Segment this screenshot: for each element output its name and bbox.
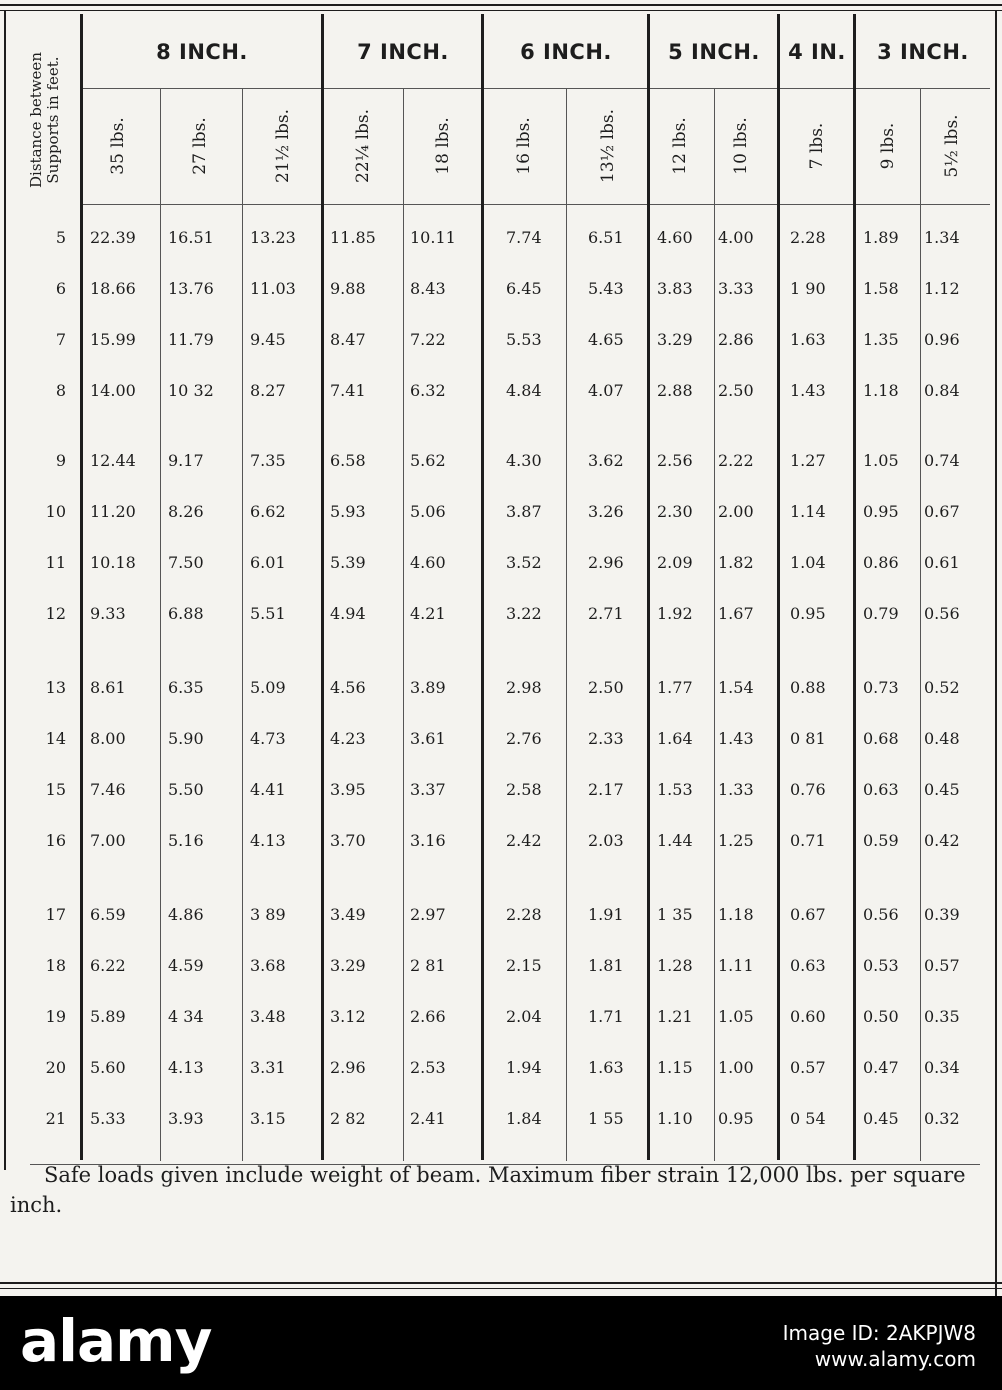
load-cell: 0.60 <box>790 1007 826 1026</box>
load-cell: 11.85 <box>330 228 376 247</box>
load-cell: 5.53 <box>506 330 542 349</box>
right-border <box>995 10 997 1296</box>
load-cell: 4.65 <box>588 330 624 349</box>
load-cell: 3.31 <box>250 1058 286 1077</box>
load-cell: 6.35 <box>168 678 204 697</box>
load-cell: 1.64 <box>657 729 693 748</box>
load-cell: 1.28 <box>657 956 693 975</box>
load-cell: 9.88 <box>330 279 366 298</box>
load-cell: 11.79 <box>168 330 214 349</box>
load-cell: 16.51 <box>168 228 214 247</box>
distance-cell: 5 <box>55 228 66 247</box>
load-cell: 0.95 <box>718 1109 754 1128</box>
distance-cell: 20 <box>45 1058 66 1077</box>
load-cell: 7.50 <box>168 553 204 572</box>
weight-label-7lbs: 7 lbs. <box>807 122 827 170</box>
load-cell: 18.66 <box>90 279 136 298</box>
load-cell: 8.43 <box>410 279 446 298</box>
load-cell: 0.47 <box>863 1058 899 1077</box>
load-cell: 1 90 <box>790 279 826 298</box>
load-cell: 0.84 <box>924 381 960 400</box>
distance-cell: 14 <box>45 729 66 748</box>
load-cell: 5.90 <box>168 729 204 748</box>
load-cell: 0.59 <box>863 831 899 850</box>
weight-label-22-quarter-lbs: 22¼ lbs. <box>353 109 373 183</box>
load-cell: 22.39 <box>90 228 136 247</box>
load-cell: 6.51 <box>588 228 624 247</box>
load-cell: 5.09 <box>250 678 286 697</box>
load-cell: 7.41 <box>330 381 366 400</box>
load-cell: 1.81 <box>588 956 624 975</box>
load-cell: 1.18 <box>718 905 754 924</box>
load-cell: 7.35 <box>250 451 286 470</box>
load-cell: 2.56 <box>657 451 693 470</box>
load-cell: 2.04 <box>506 1007 542 1026</box>
load-cell: 3.52 <box>506 553 542 572</box>
load-cell: 0.68 <box>863 729 899 748</box>
load-cell: 1.05 <box>863 451 899 470</box>
load-cell: 8.61 <box>90 678 126 697</box>
load-cell: 0.67 <box>790 905 826 924</box>
load-cell: 2.42 <box>506 831 542 850</box>
separator-6-5 <box>647 14 650 1160</box>
weight-label-27lbs: 27 lbs. <box>190 117 210 175</box>
load-cell: 9.33 <box>90 604 126 623</box>
load-cell: 2.22 <box>718 451 754 470</box>
load-cell: 0.45 <box>924 780 960 799</box>
load-cell: 10.18 <box>90 553 136 572</box>
distance-column-header <box>28 52 62 188</box>
load-cell: 0.74 <box>924 451 960 470</box>
load-cell: 0.88 <box>790 678 826 697</box>
distance-cell: 18 <box>45 956 66 975</box>
load-cell: 2.33 <box>588 729 624 748</box>
load-cell: 10.11 <box>410 228 456 247</box>
bottom-rule <box>0 1282 1002 1284</box>
load-cell: 1.27 <box>790 451 826 470</box>
load-cell: 2.98 <box>506 678 542 697</box>
load-cell: 8.47 <box>330 330 366 349</box>
load-cell: 5.39 <box>330 553 366 572</box>
load-cell: 4.00 <box>718 228 754 247</box>
load-cell: 4.30 <box>506 451 542 470</box>
load-cell: 2.97 <box>410 905 446 924</box>
load-cell: 8.00 <box>90 729 126 748</box>
load-cell: 0.57 <box>790 1058 826 1077</box>
top-rule-second <box>0 10 1002 11</box>
load-cell: 6.45 <box>506 279 542 298</box>
load-cell: 1.71 <box>588 1007 624 1026</box>
group-header-6-inch: 6 INCH. <box>520 40 612 64</box>
load-cell: 7.74 <box>506 228 542 247</box>
footnote: Safe loads given include weight of beam. Maximum fiber strain 12,000 lbs. per square inch. <box>10 1163 966 1217</box>
load-cell: 6.59 <box>90 905 126 924</box>
load-cell: 0.57 <box>924 956 960 975</box>
load-cell: 5.51 <box>250 604 286 623</box>
load-cell: 3.37 <box>410 780 446 799</box>
subcol-line <box>920 89 921 1161</box>
load-cell: 2.86 <box>718 330 754 349</box>
weight-label-10lbs: 10 lbs. <box>731 117 751 175</box>
load-cell: 1.84 <box>506 1109 542 1128</box>
load-cell: 0.39 <box>924 905 960 924</box>
load-cell: 1.67 <box>718 604 754 623</box>
load-cell: 0.50 <box>863 1007 899 1026</box>
load-cell: 1.00 <box>718 1058 754 1077</box>
load-cell: 0.34 <box>924 1058 960 1077</box>
subcol-line <box>566 89 567 1161</box>
load-cell: 0.56 <box>863 905 899 924</box>
load-cell: 5.50 <box>168 780 204 799</box>
load-cell: 2.76 <box>506 729 542 748</box>
top-rule <box>0 4 1002 6</box>
load-cell: 12.44 <box>90 451 136 470</box>
load-cell: 3.33 <box>718 279 754 298</box>
load-cell: 4.94 <box>330 604 366 623</box>
distance-cell: 13 <box>45 678 66 697</box>
load-cell: 0.73 <box>863 678 899 697</box>
load-cell: 0.45 <box>863 1109 899 1128</box>
load-cell: 6.58 <box>330 451 366 470</box>
distance-cell: 19 <box>45 1007 66 1026</box>
load-cell: 2.66 <box>410 1007 446 1026</box>
load-cell: 11.20 <box>90 502 136 521</box>
load-cell: 5.33 <box>90 1109 126 1128</box>
distance-cell: 8 <box>55 381 66 400</box>
weight-label-13-half-lbs: 13½ lbs. <box>598 109 618 183</box>
load-cell: 2.41 <box>410 1109 446 1128</box>
load-cell: 2.09 <box>657 553 693 572</box>
weight-label-35lbs: 35 lbs. <box>108 117 128 175</box>
load-cell: 4.60 <box>657 228 693 247</box>
load-cell: 3 89 <box>250 905 286 924</box>
load-cell: 1.10 <box>657 1109 693 1128</box>
load-cell: 4.13 <box>168 1058 204 1077</box>
load-cell: 14.00 <box>90 381 136 400</box>
alamy-logo: alamy <box>20 1307 212 1375</box>
subcol-line <box>242 89 243 1161</box>
load-cell: 3.68 <box>250 956 286 975</box>
distance-cell: 16 <box>45 831 66 850</box>
separator-distance <box>80 14 83 1160</box>
load-cell: 6.88 <box>168 604 204 623</box>
load-cell: 0.52 <box>924 678 960 697</box>
load-cell: 0 81 <box>790 729 826 748</box>
load-cell: 1.35 <box>863 330 899 349</box>
load-cell: 9.17 <box>168 451 204 470</box>
load-cell: 6.01 <box>250 553 286 572</box>
load-cell: 2.03 <box>588 831 624 850</box>
weight-label-5-half-lbs: 5½ lbs. <box>942 114 962 178</box>
load-cell: 4.60 <box>410 553 446 572</box>
load-cell: 6.22 <box>90 956 126 975</box>
load-cell: 0.71 <box>790 831 826 850</box>
load-cell: 5.93 <box>330 502 366 521</box>
load-cell: 1 35 <box>657 905 693 924</box>
load-cell: 0.42 <box>924 831 960 850</box>
load-cell: 3.83 <box>657 279 693 298</box>
load-cell: 2.50 <box>718 381 754 400</box>
distance-cell: 10 <box>45 502 66 521</box>
bottom-rule-second <box>0 1288 1002 1289</box>
load-cell: 1.63 <box>790 330 826 349</box>
load-cell: 3.61 <box>410 729 446 748</box>
load-cell: 7.00 <box>90 831 126 850</box>
load-cell: 0.86 <box>863 553 899 572</box>
load-cell: 1 55 <box>588 1109 624 1128</box>
load-cell: 4.41 <box>250 780 286 799</box>
distance-cell: 15 <box>45 780 66 799</box>
load-cell: 5.06 <box>410 502 446 521</box>
load-cell: 0.79 <box>863 604 899 623</box>
distance-header-line2: Supports in feet. <box>44 56 62 184</box>
load-cell: 3.12 <box>330 1007 366 1026</box>
load-cell: 3.93 <box>168 1109 204 1128</box>
load-cell: 0.63 <box>790 956 826 975</box>
load-cell: 1.91 <box>588 905 624 924</box>
load-cell: 4 34 <box>168 1007 204 1026</box>
load-cell: 3.26 <box>588 502 624 521</box>
load-cell: 0 54 <box>790 1109 826 1128</box>
load-cell: 3.15 <box>250 1109 286 1128</box>
load-cell: 6.32 <box>410 381 446 400</box>
load-cell: 0.95 <box>863 502 899 521</box>
load-cell: 2 81 <box>410 956 446 975</box>
load-cell: 0.96 <box>924 330 960 349</box>
distance-cell: 21 <box>45 1109 66 1128</box>
load-cell: 1.05 <box>718 1007 754 1026</box>
load-cell: 5.60 <box>90 1058 126 1077</box>
weight-label-16lbs: 16 lbs. <box>514 117 534 175</box>
subcol-line <box>403 89 404 1161</box>
weight-label-21-half-lbs: 21½ lbs. <box>273 109 293 183</box>
distance-cell: 12 <box>45 604 66 623</box>
load-cell: 4.21 <box>410 604 446 623</box>
distance-cell: 6 <box>55 279 66 298</box>
load-cell: 0.48 <box>924 729 960 748</box>
load-cell: 3.48 <box>250 1007 286 1026</box>
distance-header-line1: Distance between <box>27 52 45 188</box>
load-cell: 3.70 <box>330 831 366 850</box>
weight-label-9lbs: 9 lbs. <box>878 122 898 170</box>
load-cell: 1.43 <box>718 729 754 748</box>
separator-8-7 <box>321 14 324 1160</box>
distance-cell: 17 <box>45 905 66 924</box>
watermark-info <box>783 1320 976 1372</box>
image-id-text: Image ID: 2AKPJW8 <box>782 1321 976 1345</box>
load-cell: 13.23 <box>250 228 296 247</box>
load-cell: 2.15 <box>506 956 542 975</box>
load-cell: 6.62 <box>250 502 286 521</box>
separator-7-6 <box>481 14 484 1160</box>
separator-4-3 <box>853 14 856 1160</box>
load-cell: 2.50 <box>588 678 624 697</box>
load-cell: 7.46 <box>90 780 126 799</box>
load-cell: 1.21 <box>657 1007 693 1026</box>
load-cell: 2 82 <box>330 1109 366 1128</box>
load-cell: 13.76 <box>168 279 214 298</box>
load-cell: 0.76 <box>790 780 826 799</box>
load-cell: 1.25 <box>718 831 754 850</box>
load-cell: 0.67 <box>924 502 960 521</box>
load-cell: 0.32 <box>924 1109 960 1128</box>
load-cell: 2.58 <box>506 780 542 799</box>
load-cell: 1.43 <box>790 381 826 400</box>
load-cell: 3.49 <box>330 905 366 924</box>
load-cell: 2.17 <box>588 780 624 799</box>
load-cell: 0.35 <box>924 1007 960 1026</box>
distance-cell: 9 <box>55 451 66 470</box>
distance-cell: 7 <box>55 330 66 349</box>
load-cell: 1.12 <box>924 279 960 298</box>
load-cell: 0.63 <box>863 780 899 799</box>
load-cell: 8.27 <box>250 381 286 400</box>
weight-label-18lbs: 18 lbs. <box>433 117 453 175</box>
load-cell: 8.26 <box>168 502 204 521</box>
load-cell: 5.62 <box>410 451 446 470</box>
load-cell: 4.07 <box>588 381 624 400</box>
load-cell: 2.30 <box>657 502 693 521</box>
load-cell: 1.18 <box>863 381 899 400</box>
subcol-line <box>160 89 161 1161</box>
load-cell: 1.33 <box>718 780 754 799</box>
watermark-url: www.alamy.com <box>814 1347 976 1371</box>
load-cell: 2.88 <box>657 381 693 400</box>
group-header-3-inch: 3 INCH. <box>877 40 969 64</box>
load-cell: 2.28 <box>506 905 542 924</box>
load-cell: 3.29 <box>657 330 693 349</box>
load-cell: 2.53 <box>410 1058 446 1077</box>
load-cell: 1.82 <box>718 553 754 572</box>
load-cell: 2.28 <box>790 228 826 247</box>
load-cell: 3.29 <box>330 956 366 975</box>
load-cell: 2.96 <box>588 553 624 572</box>
group-header-7-inch: 7 INCH. <box>357 40 449 64</box>
load-cell: 1.04 <box>790 553 826 572</box>
group-header-4-in: 4 IN. <box>788 40 846 64</box>
load-cell: 3.89 <box>410 678 446 697</box>
group-header-8-inch: 8 INCH. <box>156 40 248 64</box>
load-cell: 5.16 <box>168 831 204 850</box>
load-cell: 5.89 <box>90 1007 126 1026</box>
load-cell: 4.86 <box>168 905 204 924</box>
load-cell: 7.22 <box>410 330 446 349</box>
load-cell: 4.84 <box>506 381 542 400</box>
load-cell: 1.44 <box>657 831 693 850</box>
load-cell: 0.53 <box>863 956 899 975</box>
load-cell: 3.95 <box>330 780 366 799</box>
weight-label-12lbs: 12 lbs. <box>670 117 690 175</box>
load-cell: 0.95 <box>790 604 826 623</box>
load-cell: 1.58 <box>863 279 899 298</box>
load-cell: 4.13 <box>250 831 286 850</box>
load-cell: 1.14 <box>790 502 826 521</box>
load-cell: 4.23 <box>330 729 366 748</box>
load-cell: 3.22 <box>506 604 542 623</box>
left-border <box>4 10 6 1170</box>
load-cell: 2.71 <box>588 604 624 623</box>
subcol-line <box>714 89 715 1161</box>
load-cell: 1.89 <box>863 228 899 247</box>
load-cell: 3.62 <box>588 451 624 470</box>
load-cell: 1.11 <box>718 956 754 975</box>
load-cell: 3.87 <box>506 502 542 521</box>
load-cell: 15.99 <box>90 330 136 349</box>
load-cell: 2.00 <box>718 502 754 521</box>
load-cell: 1.63 <box>588 1058 624 1077</box>
separator-5-4 <box>777 14 780 1160</box>
load-cell: 0.61 <box>924 553 960 572</box>
load-cell: 1.54 <box>718 678 754 697</box>
load-cell: 1.92 <box>657 604 693 623</box>
load-cell: 1.34 <box>924 228 960 247</box>
load-cell: 1.53 <box>657 780 693 799</box>
load-cell: 11.03 <box>250 279 296 298</box>
load-cell: 5.43 <box>588 279 624 298</box>
load-cell: 3.16 <box>410 831 446 850</box>
load-cell: 10 32 <box>168 381 214 400</box>
load-cell: 4.59 <box>168 956 204 975</box>
load-cell: 1.77 <box>657 678 693 697</box>
load-cell: 1.94 <box>506 1058 542 1077</box>
load-cell: 9.45 <box>250 330 286 349</box>
load-cell: 4.56 <box>330 678 366 697</box>
load-cell: 0.56 <box>924 604 960 623</box>
load-cell: 4.73 <box>250 729 286 748</box>
distance-cell: 11 <box>45 553 66 572</box>
load-cell: 2.96 <box>330 1058 366 1077</box>
group-header-5-inch: 5 INCH. <box>668 40 760 64</box>
load-cell: 1.15 <box>657 1058 693 1077</box>
